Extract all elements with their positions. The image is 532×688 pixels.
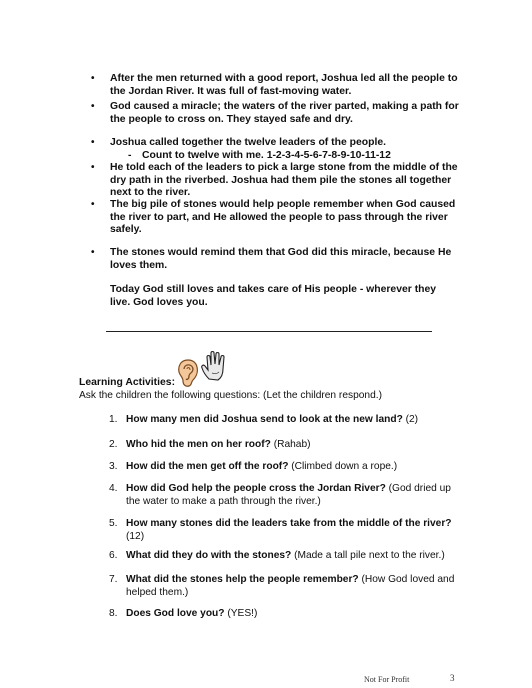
today-paragraph: Today God still loves and takes care of His people - wherever they live. God loves you.: [110, 284, 437, 308]
question-text: What did the stones help the people remember?: [126, 574, 359, 585]
question-item: [109, 608, 466, 621]
bullet-dot: •: [91, 162, 95, 173]
bullet-item: [91, 73, 460, 98]
ear-icon: [176, 358, 200, 388]
learning-activities-intro: Ask the children the following questions: (Let the children respond.): [79, 390, 382, 401]
question-text: Does God love you?: [126, 608, 225, 619]
bullet-dot: •: [91, 101, 95, 112]
question-item: [109, 461, 466, 474]
bullet-item: [91, 162, 460, 200]
question-item: [109, 550, 466, 563]
question-item: [109, 414, 466, 427]
bullet-item: [91, 101, 460, 126]
question-text: How many men did Joshua send to look at the new land?: [126, 414, 403, 425]
page-number: 3: [450, 673, 455, 683]
question-number: 8.: [109, 608, 118, 619]
question-text: How did God help the people cross the Jordan River?: [126, 483, 386, 494]
bullet-item: [91, 247, 460, 272]
question-answer: (2): [402, 414, 419, 425]
question-text: What did they do with the stones?: [126, 550, 292, 561]
question-answer: (How God loved and helped them.): [126, 574, 455, 598]
bullet-text: The big pile of stones would help people remember when God caused the river to part, and He allowed the people to pass through the river safely.: [110, 199, 456, 235]
bullet-item: [91, 199, 460, 237]
bullet-text: After the men returned with a good report, Joshua led all the people to the Jordan River. It was full of fast-moving water.: [110, 73, 458, 97]
question-text: How many stones did the leaders take from the middle of the river?: [126, 518, 452, 529]
bullet-text: The stones would remind them that God did this miracle, because He loves them.: [110, 247, 452, 271]
sub-bullet-item: [128, 150, 462, 163]
question-item: [109, 518, 466, 543]
sub-bullet-text: Count to twelve with me. 1-2-3-4-5-6-7-8-9-10-11-12: [142, 150, 391, 161]
question-answer: (God dried up the water to make a path through the river.): [126, 483, 451, 507]
question-number: 2.: [109, 439, 118, 450]
question-answer: (Rahab): [270, 439, 311, 450]
learning-activities-heading: Learning Activities:: [79, 377, 176, 388]
question-answer: (12): [126, 530, 145, 542]
question-number: 7.: [109, 574, 118, 585]
bullet-text: Joshua called together the twelve leaders of the people.: [110, 137, 387, 148]
question-number: 6.: [109, 550, 118, 561]
question-answer: (YES!): [224, 608, 258, 619]
footer-note: Not For Profit: [364, 675, 410, 684]
question-item: [109, 574, 466, 599]
question-number: 4.: [109, 483, 118, 494]
bullet-text: He told each of the leaders to pick a large stone from the middle of the dry path in the riverbed. Joshua had them pile the stones all together next to the river.: [110, 162, 458, 198]
bullet-dot: •: [91, 247, 95, 258]
question-answer: (Made a tall pile next to the river.): [291, 550, 445, 561]
divider-line: [106, 331, 432, 332]
question-answer: (Climbed down a rope.): [288, 461, 398, 472]
bullet-item: [91, 137, 460, 150]
question-item: [109, 483, 466, 508]
bullet-text: God caused a miracle; the waters of the river parted, making a path for the people to cross on. They stayed safe and dry.: [110, 101, 459, 125]
question-number: 3.: [109, 461, 118, 472]
hand-icon: [199, 349, 233, 383]
question-number: 5.: [109, 518, 118, 529]
question-text: Who hid the men on her roof?: [126, 439, 271, 450]
question-text: How did the men get off the roof?: [126, 461, 289, 472]
question-number: 1.: [109, 414, 118, 425]
question-item: [109, 439, 466, 452]
sub-bullet-dash: -: [128, 150, 132, 161]
bullet-dot: •: [91, 199, 95, 210]
bullet-dot: •: [91, 73, 95, 84]
bullet-dot: •: [91, 137, 95, 148]
